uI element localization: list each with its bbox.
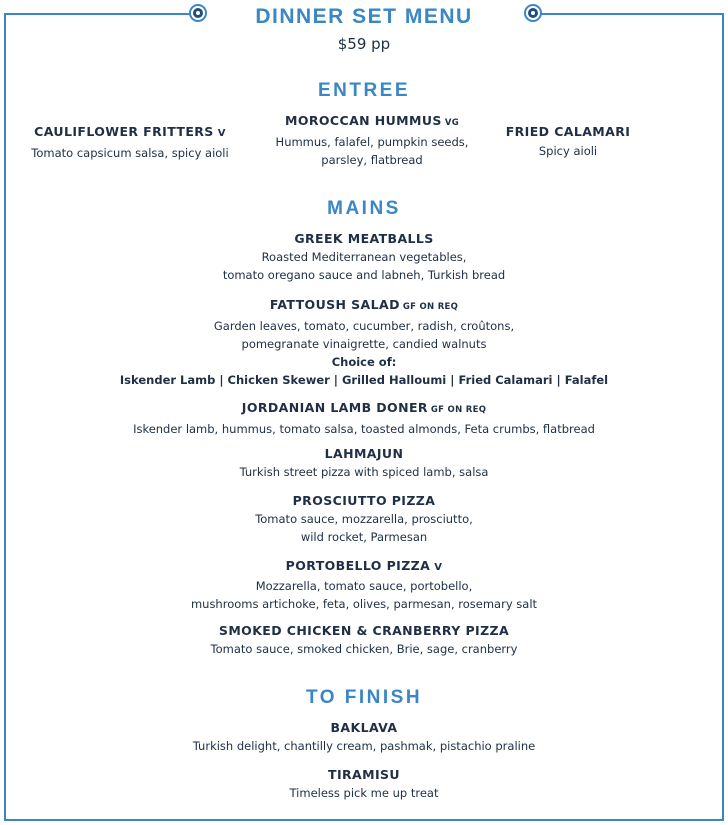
- item-description: parsley, flatbread: [321, 153, 423, 167]
- menu-price: $59 pp: [337, 35, 391, 53]
- mains-item: JORDANIAN LAMB DONER GF ON REQ Iskender lamb, hummus, tomato salsa, toasted almonds, Feta crumbs, flatbread: [0, 398, 728, 438]
- item-name: BAKLAVA: [330, 720, 398, 735]
- mains-heading: MAINS: [327, 198, 401, 219]
- item-description: Spicy aioli: [538, 144, 598, 158]
- mains-item: FATTOUSH SALAD GF ON REQ Garden leaves, tomato, cucumber, radish, croûtons, pomegranate vinaigrette, candied walnuts Choice of: Iskender Lamb | Chicken Skewer | Grilled Halloumi | Fried Calamari | Falafel: [0, 295, 728, 390]
- entree-item: [252, 111, 492, 169]
- choice-list: Iskender Lamb | Chicken Skewer | Grilled Halloumi | Fried Calamari | Falafel: [119, 373, 609, 387]
- item-name: MOROCCAN HUMMUS VG: [285, 113, 459, 128]
- item-name: JORDANIAN LAMB DONER GF ON REQ: [241, 400, 487, 415]
- item-description: Hummus, falafel, pumpkin seeds,: [275, 135, 469, 149]
- entree-item: [458, 122, 678, 160]
- item-name: PORTOBELLO PIZZA V: [285, 558, 443, 573]
- menu-title: DINNER SET MENU: [255, 5, 473, 28]
- choice-label: Choice of:: [331, 355, 397, 369]
- item-name: TIRAMISU: [328, 767, 400, 782]
- entree-item: [10, 122, 250, 162]
- finish-heading: TO FINISH: [305, 687, 423, 708]
- mains-item: PROSCIUTTO PIZZA Tomato sauce, mozzarella, prosciutto, wild rocket, Parmesan: [0, 491, 728, 546]
- finish-item: TIRAMISU Timeless pick me up treat: [0, 765, 728, 802]
- entree-heading: ENTREE: [317, 80, 411, 101]
- mains-item: PORTOBELLO PIZZA V Mozzarella, tomato sauce, portobello, mushrooms artichoke, feta, olives, parmesan, rosemary salt: [0, 556, 728, 613]
- item-name: SMOKED CHICKEN & CRANBERRY PIZZA: [218, 623, 510, 638]
- item-name: FRIED CALAMARI: [505, 124, 631, 139]
- mains-item: LAHMAJUN Turkish street pizza with spiced lamb, salsa: [0, 444, 728, 481]
- item-name: FATTOUSH SALAD GF ON REQ: [269, 297, 459, 312]
- mains-item: SMOKED CHICKEN & CRANBERRY PIZZA Tomato sauce, smoked chicken, Brie, sage, cranberry: [0, 621, 728, 658]
- finish-item: BAKLAVA Turkish delight, chantilly cream, pashmak, pistachio praline: [0, 718, 728, 755]
- item-name: PROSCIUTTO PIZZA: [292, 493, 436, 508]
- item-name: GREEK MEATBALLS: [294, 231, 434, 246]
- item-name: LAHMAJUN: [324, 446, 404, 461]
- item-description: Tomato capsicum salsa, spicy aioli: [31, 146, 229, 160]
- mains-item: GREEK MEATBALLS Roasted Mediterranean vegetables, tomato oregano sauce and labneh, Turkish bread: [0, 229, 728, 284]
- item-name: CAULIFLOWER FRITTERS V: [34, 124, 226, 139]
